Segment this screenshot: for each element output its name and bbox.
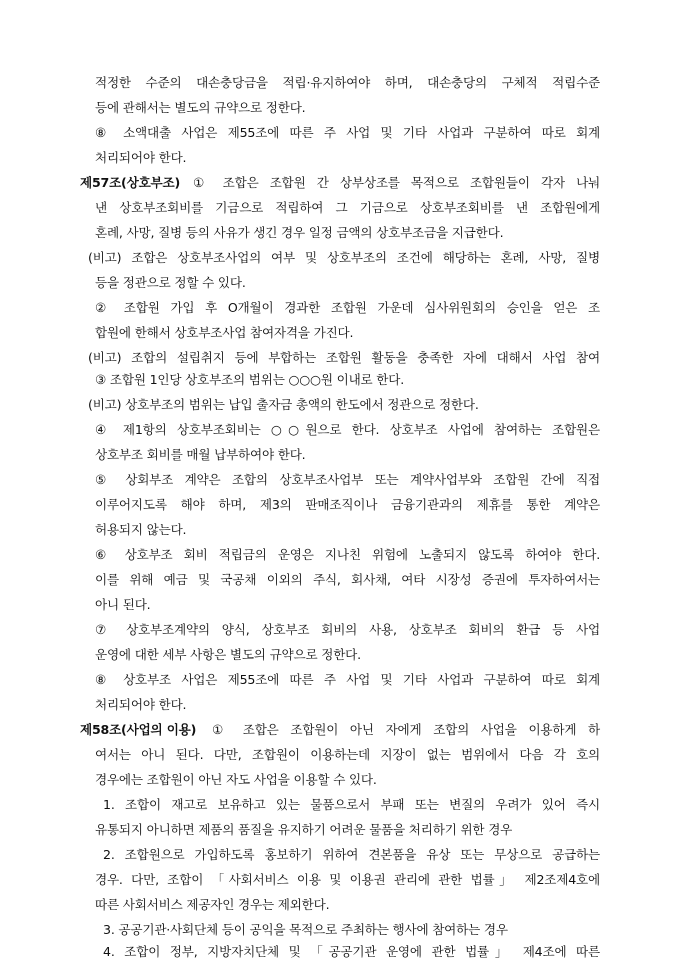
- text-line: 등에 관해서는 별도의 규약으로 정한다.: [95, 100, 306, 115]
- text-line: 처리되어야 한다.: [95, 697, 187, 712]
- note-line: (비고) 조합의 설립취지 등에 부합하는 조합원 활동을 충족한 자에 대해서 사업 참여: [88, 350, 600, 365]
- text-line: 따른 사회서비스 제공자인 경우는 제외한다.: [95, 897, 330, 912]
- text-line: 등을 정관으로 정할 수 있다.: [95, 275, 246, 290]
- text-line: ① 조합은 조합원이 아닌 자에게 조합의 사업을 이용하게 하: [212, 722, 600, 737]
- text-line: 허용되지 않는다.: [95, 522, 187, 537]
- article-58-heading: 제58조(사업의 이용): [80, 722, 197, 737]
- text-line: 유통되지 아니하면 제품의 품질을 유지하기 어려운 물품을 처리하기 위한 경우: [95, 822, 513, 837]
- text-line: 이루어지도록 해야 하며, 제3의 판매조직이나 금융기관과의 제휴를 통한 계약은: [95, 497, 600, 512]
- list-item: 4. 조합이 정부, 지방자치단체 및 「공공기관 운영에 관한 법률」 제4조에 따른: [103, 944, 600, 959]
- note-line: (비고) 상호부조의 범위는 납입 출자금 총액의 한도에서 정관으로 정한다.: [88, 397, 479, 412]
- text-line: ⑦ 상호부조계약의 양식, 상호부조 회비의 사용, 상호부조 회비의 환급 등 사업: [95, 622, 600, 637]
- list-item: 3. 공공기관·사회단체 등이 공익을 목적으로 주최하는 행사에 참여하는 경우: [103, 922, 508, 937]
- text-line: ⑤ 상회부조 계약은 조합의 상호부조사업부 또는 계약사업부와 조합원 간에 직접: [95, 472, 600, 487]
- text-line: 적정한 수준의 대손충당금을 적립·유지하여야 하며, 대손충당의 구체적 적립수준: [95, 75, 600, 90]
- list-item: 1. 조합이 재고로 보유하고 있는 물품으로서 부패 또는 변질의 우려가 있어 즉시: [103, 797, 600, 812]
- text-line: 낸 상호부조회비를 기금으로 적립하여 그 기금으로 상호부조회비를 낸 조합원에게: [95, 200, 600, 215]
- text-line: 아니 된다.: [95, 597, 151, 612]
- text-line: ③ 조합원 1인당 상호부조의 범위는 ○○○원 이내로 한다.: [95, 372, 405, 387]
- text-line: ⑧ 소액대출 사업은 제55조에 따른 주 사업 및 기타 사업과 구분하여 따로 회계: [95, 125, 600, 140]
- article-57-heading: 제57조(상호부조): [80, 175, 181, 190]
- text-line: 상호부조 회비를 매월 납부하여야 한다.: [95, 447, 306, 462]
- text-line: ② 조합원 가입 후 O개월이 경과한 조합원 가운데 심사위원회의 승인을 얻은 조: [95, 300, 600, 315]
- text-line: 경우. 다만, 조합이 「사회서비스 이용 및 이용권 관리에 관한 법률」 제2조제4호에: [95, 872, 600, 887]
- text-line: ⑧ 상호부조 사업은 제55조에 따른 주 사업 및 기타 사업과 구분하여 따로 회계: [95, 672, 600, 687]
- text-line: 여서는 아니 된다. 다만, 조합원이 이용하는데 지장이 없는 범위에서 다음 각 호의: [95, 747, 600, 762]
- text-line: ① 조합은 조합원 간 상부상조를 목적으로 조합원들이 각자 나눠: [193, 175, 600, 190]
- list-item: 2. 조합원으로 가입하도록 홍보하기 위하여 견본품을 유상 또는 무상으로 공급하는: [103, 847, 600, 862]
- text-line: 합원에 한해서 상호부조사업 참여자격을 가진다.: [95, 325, 354, 340]
- text-line: 운영에 대한 세부 사항은 별도의 규약으로 정한다.: [95, 647, 361, 662]
- text-line: ④ 제1항의 상호부조회비는 ○○원으로 한다. 상호부조 사업에 참여하는 조합원은: [95, 422, 600, 437]
- text-line: 이를 위해 예금 및 국공채 이외의 주식, 회사채, 여타 시장성 증권에 투자하여서는: [95, 572, 600, 587]
- text-line: ⑥ 상호부조 회비 적립금의 운영은 지나친 위험에 노출되지 않도록 하여야 한다.: [95, 547, 600, 562]
- text-line: 경우에는 조합원이 아닌 자도 사업을 이용할 수 있다.: [95, 772, 377, 787]
- text-line: 처리되어야 한다.: [95, 150, 187, 165]
- text-line: 혼례, 사망, 질병 등의 사유가 생긴 경우 일정 금액의 상호부조금을 지급한다.: [95, 225, 504, 240]
- note-line: (비고) 조합은 상호부조사업의 여부 및 상호부조의 조건에 해당하는 혼례, 사망, 질병: [88, 250, 600, 265]
